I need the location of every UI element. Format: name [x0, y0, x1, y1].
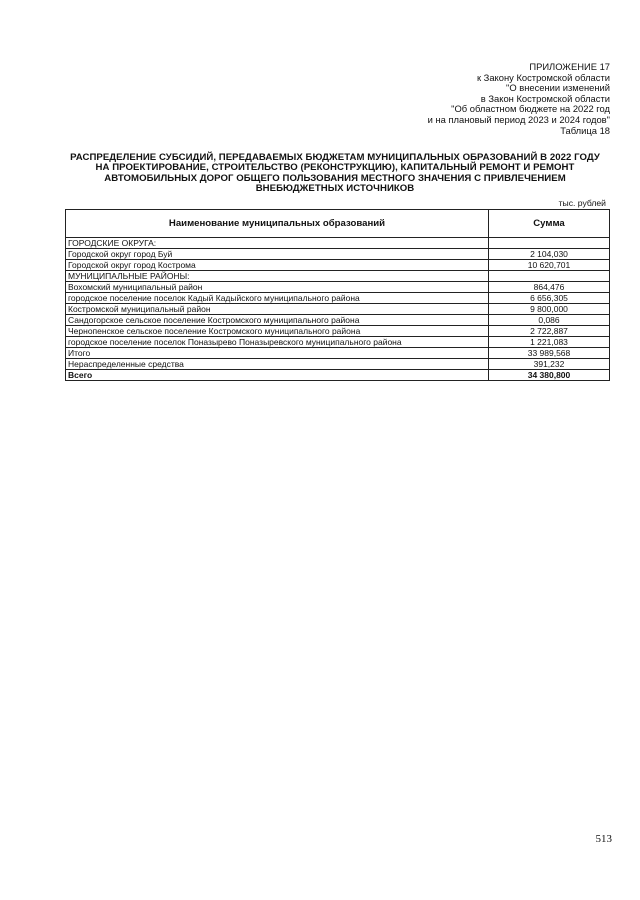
row-name: Сандогорское сельское поселение Костромского муниципального района	[66, 315, 489, 326]
appendix-header	[428, 62, 610, 136]
title-line: НА ПРОЕКТИРОВАНИЕ, СТРОИТЕЛЬСТВО (РЕКОНСТРУКЦИЮ), КАПИТАЛЬНЫЙ РЕМОНТ И РЕМОНТ	[95, 162, 575, 174]
table-row	[66, 282, 610, 293]
table-row	[66, 260, 610, 271]
table-header-row	[66, 210, 610, 238]
appendix-line: в Закон Костромской области	[480, 92, 610, 104]
row-amount: 1 221,083	[489, 337, 610, 348]
title-line: РАСПРЕДЕЛЕНИЕ СУБСИДИЙ, ПЕРЕДАВАЕМЫХ БЮДЖЕТАМ МУНИЦИПАЛЬНЫХ ОБРАЗОВАНИЙ В 2022 ГОДУ	[70, 152, 600, 163]
row-amount	[489, 238, 610, 249]
table-row	[66, 337, 610, 348]
table-row	[66, 315, 610, 326]
table-row	[66, 293, 610, 304]
table-row	[66, 271, 610, 282]
appendix-line: "О внесении изменений	[506, 82, 610, 94]
subsidy-table	[65, 209, 610, 381]
row-amount: 864,476	[489, 282, 610, 293]
table-row	[66, 326, 610, 337]
row-amount: 33 989,568	[489, 348, 610, 359]
row-amount: 391,232	[489, 359, 610, 370]
appendix-line: и на плановый период 2023 и 2024 годов"	[427, 113, 610, 125]
row-amount: 2 104,030	[489, 249, 610, 260]
row-name: Костромской муниципальный район	[66, 304, 489, 315]
appendix-line: к Закону Костромской области	[476, 71, 610, 83]
table-row	[66, 359, 610, 370]
header-amount: Сумма	[489, 210, 610, 238]
row-amount: 34 380,800	[489, 370, 610, 381]
units-label: тыс. рублей	[558, 198, 606, 208]
table-row	[66, 249, 610, 260]
appendix-line: "Об областном бюджете на 2022 год	[451, 103, 610, 115]
title-line: ВНЕБЮДЖЕТНЫХ ИСТОЧНИКОВ	[255, 183, 415, 195]
table-body	[66, 238, 610, 381]
page-number: 513	[595, 833, 612, 845]
table-number: Таблица 18	[560, 124, 610, 136]
row-amount: 0,086	[489, 315, 610, 326]
row-amount: 10 620,701	[489, 260, 610, 271]
row-name: ГОРОДСКИЕ ОКРУГА:	[66, 238, 489, 249]
row-name: Городской округ город Кострома	[66, 260, 489, 271]
title-line: АВТОМОБИЛЬНЫХ ДОРОГ ОБЩЕГО ПОЛЬЗОВАНИЯ МЕСТНОГО ЗНАЧЕНИЯ С ПРИВЛЕЧЕНИЕМ	[104, 172, 566, 184]
row-name: городское поселение поселок Кадый Кадыйского муниципального района	[66, 293, 489, 304]
table-row	[66, 304, 610, 315]
table-row	[66, 370, 610, 381]
row-amount: 6 656,305	[489, 293, 610, 304]
table-row	[66, 348, 610, 359]
table-row	[66, 238, 610, 249]
row-name: МУНИЦИПАЛЬНЫЕ РАЙОНЫ:	[66, 271, 489, 282]
row-name: Нераспределенные средства	[66, 359, 489, 370]
row-name: городское поселение поселок Поназырево Поназыревского муниципального района	[66, 337, 489, 348]
row-amount	[489, 271, 610, 282]
row-name: Всего	[66, 370, 489, 381]
row-name: Вохомский муниципальный район	[66, 282, 489, 293]
document-title	[60, 153, 610, 195]
appendix-line: ПРИЛОЖЕНИЕ 17	[529, 61, 610, 72]
row-amount: 9 800,000	[489, 304, 610, 315]
row-name: Чернопенское сельское поселение Костромского муниципального района	[66, 326, 489, 337]
row-name: Итого	[66, 348, 489, 359]
row-name: Городской округ город Буй	[66, 249, 489, 260]
header-name: Наименование муниципальных образований	[66, 210, 489, 238]
row-amount: 2 722,887	[489, 326, 610, 337]
